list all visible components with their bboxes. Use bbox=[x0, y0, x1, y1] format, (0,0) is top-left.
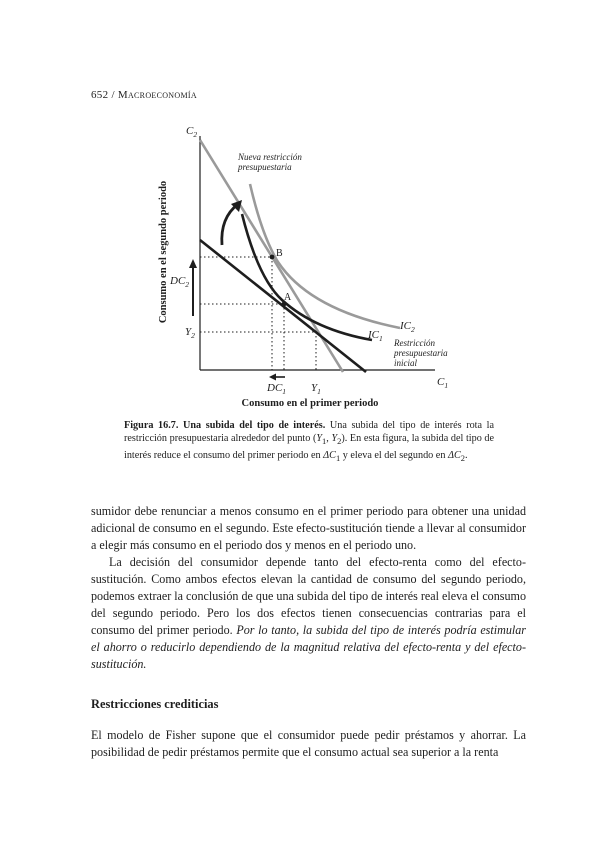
caption-y1: Y bbox=[316, 433, 323, 445]
caption-delta-c1-sub: 1 bbox=[335, 452, 341, 463]
page-number: 652 bbox=[91, 89, 109, 101]
paragraph-2-italic: Por lo tanto, la subida del tipo de interés podría estimular el ahorro o reducirlo dependiendo de la magnitud relativa del efecto-renta y del efecto-sustitución. bbox=[91, 623, 527, 671]
caption-y2: Y bbox=[331, 433, 338, 445]
caption-text-4: . bbox=[465, 449, 468, 461]
paragraph-1: sumidor debe renunciar a menos consumo en el primer periodo para obtener una unidad adicional de consumo en el segundo. Este efecto-sustitución tiende a llevar al consumidor a elegir más consumo en el periodo dos y menos en el periodo uno. bbox=[91, 504, 526, 552]
dc2-label: $DC_2$ bbox=[170, 275, 190, 289]
new-constraint-label-1: Nueva restricción bbox=[238, 152, 302, 162]
y1-label: $Y_1$ bbox=[311, 382, 321, 396]
caption-y1-sub: 1 bbox=[322, 436, 327, 447]
caption-delta-c2: ΔC bbox=[447, 449, 461, 461]
chart-svg bbox=[150, 118, 460, 418]
y-axis-label: $C_2$ bbox=[186, 125, 198, 139]
caption-comma: , bbox=[326, 433, 332, 445]
caption-text-3: y eleva el del segundo en bbox=[340, 449, 448, 461]
ic1-label: $IC_1$ bbox=[368, 329, 383, 343]
y-axis-title: Consumo en el segundo periodo bbox=[158, 180, 169, 324]
initial-constraint-label-1: Restricción bbox=[394, 338, 435, 348]
point-b-label: B bbox=[276, 248, 283, 259]
header-separator: / bbox=[111, 89, 115, 101]
caption-delta-c1: ΔC bbox=[323, 449, 336, 461]
initial-constraint-label-2: presupuestaria bbox=[394, 348, 448, 358]
figure-caption bbox=[124, 419, 494, 465]
point-b-marker bbox=[270, 255, 275, 260]
caption-delta-c2-sub: 2 bbox=[460, 452, 465, 463]
book-title: Macroeconomía bbox=[117, 89, 197, 101]
body-paragraphs bbox=[91, 503, 526, 673]
paragraph-3: El modelo de Fisher supone que el consumidor puede pedir préstamos y ahorrar. La posibilidad de pedir préstamos permite que el consumo actual sea superior a la renta bbox=[91, 728, 526, 759]
figure-16-7 bbox=[150, 118, 460, 418]
dc1-label: $DC_1$ bbox=[267, 382, 287, 396]
x-axis-title: Consumo en el primer periodo bbox=[241, 398, 379, 409]
caption-text-2: ). En esta figura, la subida del tipo de interés reduce el consumo del primer periodo en bbox=[124, 433, 495, 461]
paragraph-2 bbox=[91, 554, 526, 673]
ic2-label: $IC_2$ bbox=[400, 320, 415, 334]
point-a-label: A bbox=[284, 292, 292, 303]
x-axis-label: $C_1$ bbox=[437, 376, 449, 390]
dc1-arrowhead bbox=[269, 374, 276, 381]
page-header bbox=[91, 89, 197, 101]
caption-text-1: Una subida del tipo de interés rota la restricción presupuestaria alrededor del punto ( bbox=[124, 420, 494, 445]
paragraph-2-text: La decisión del consumidor depende tanto del efecto-renta como del efecto-sustitución. Como ambos efectos elevan la cantidad de consumo del segundo periodo, podemos extraer la conclusión de que una subida del tipo de interés real eleva el consumo del segundo periodo. Pero los dos efectos tienen consecuencias contrarias para el consumo del primer periodo. bbox=[91, 555, 526, 637]
dc2-arrowhead bbox=[189, 259, 197, 268]
new-constraint-label-2: presupuestaria bbox=[238, 162, 292, 172]
y2-label: $Y_2$ bbox=[185, 326, 195, 340]
section-paragraph bbox=[91, 727, 526, 761]
caption-y2-sub: 2 bbox=[337, 436, 342, 447]
movement-arrow bbox=[222, 204, 238, 245]
section-title: Restricciones crediticias bbox=[91, 697, 219, 711]
initial-constraint-label-3: inicial bbox=[394, 358, 417, 368]
indifference-curve-1 bbox=[242, 214, 372, 340]
caption-title: Figura 16.7. Una subida del tipo de interés. bbox=[124, 420, 326, 431]
